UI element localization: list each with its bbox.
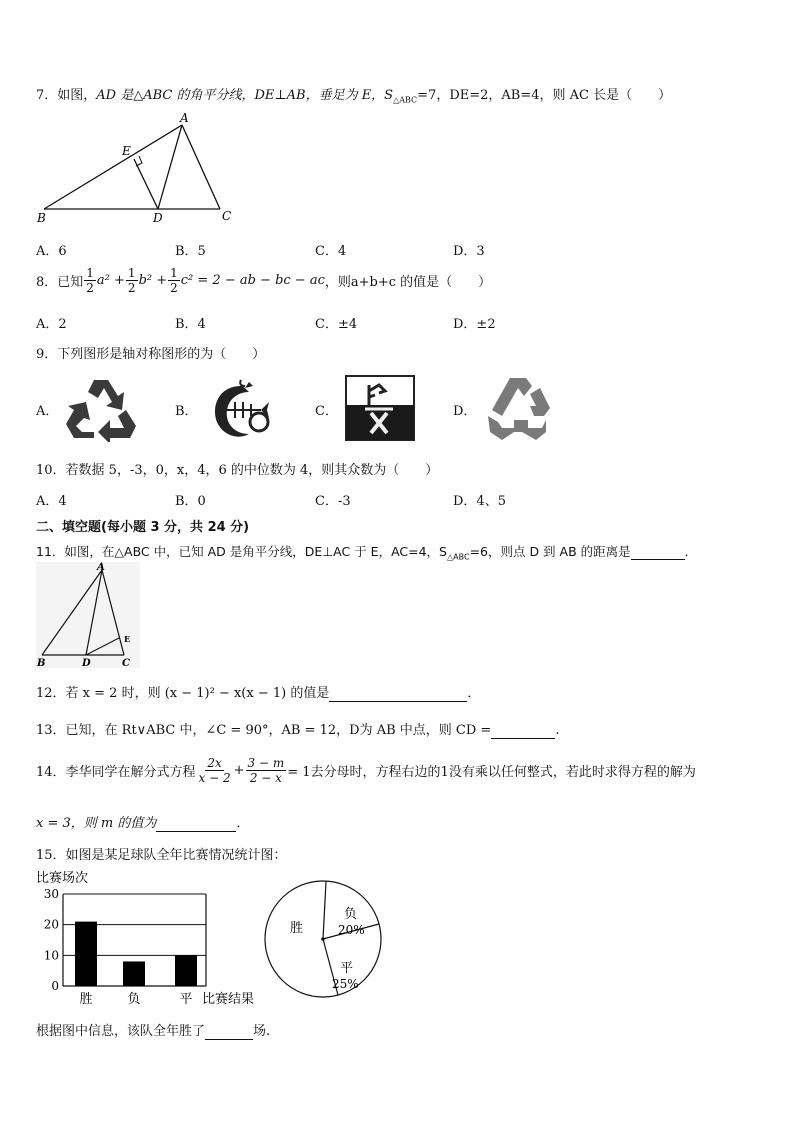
question-15: 15．如图是某足球队全年比赛情况统计图： <box>36 848 287 863</box>
q11-label-B: B <box>37 658 46 668</box>
q15-answer-blank[interactable] <box>205 1024 253 1040</box>
no-plant-sign-icon[interactable] <box>345 375 415 441</box>
q7-option-d[interactable]: D．3 <box>453 244 485 259</box>
q7-figure <box>36 110 246 225</box>
q14-f2-num: 3 − m <box>247 756 285 770</box>
bar-chart-ylabel: 比赛场次 <box>36 871 89 886</box>
pie-chart-pct-loss: 20% <box>338 923 365 937</box>
q10-option-a[interactable]: A．4 <box>36 494 67 509</box>
pie-chart <box>262 872 388 1006</box>
pie-chart-center-dot <box>321 937 325 941</box>
q9-option-b[interactable]: B． <box>175 404 198 419</box>
q8-half-1-den: 2 <box>86 281 94 295</box>
q7-option-a[interactable]: A．6 <box>36 244 67 259</box>
triangle-arrows-icon[interactable] <box>484 376 552 444</box>
question-8 <box>36 266 491 295</box>
q8-half-3 <box>168 266 180 295</box>
q14-answer-blank[interactable] <box>156 816 236 832</box>
q7-label-E: E <box>122 144 131 158</box>
question-9: 9．下列图形是轴对称图形的为（ ） <box>36 347 266 362</box>
q8-term-1: a² + <box>96 273 125 288</box>
q9-option-a[interactable]: A． <box>36 404 59 419</box>
q8-half-1-num: 1 <box>86 266 94 280</box>
q13-text: 13．已知，在 Rt∨ABC 中，∠C = 90°，AB = 12，D为 AB 中点，则 CD = <box>36 723 492 738</box>
question-10: 10．若数据 5，-3，0，x，4，6 的中位数为 4，则其众数为（ ） <box>36 463 439 478</box>
q8-term-2: b² + <box>138 273 168 288</box>
bar-chart-ytick-label: 0 <box>51 979 59 993</box>
q8-option-b[interactable]: B．4 <box>175 317 206 332</box>
q8-term-3: c² = 2 − ab − bc − ac <box>180 273 325 288</box>
q11-text2: =6，则点 D 到 AB 的距离是 <box>469 544 631 559</box>
q12-answer-blank[interactable] <box>329 686 467 702</box>
q8-option-a[interactable]: A．2 <box>36 317 67 332</box>
bar-chart <box>36 868 266 1008</box>
q7-option-b[interactable]: B．5 <box>175 244 206 259</box>
q8-option-c[interactable]: C．±4 <box>315 317 358 332</box>
q8-half-2-den: 2 <box>127 281 136 295</box>
q14-end: ． <box>236 816 250 831</box>
q14-fraction-1 <box>197 756 233 785</box>
q14-f2-den: 2 − x <box>249 771 282 785</box>
question-11 <box>36 542 697 562</box>
pie-chart-label-loss: 负 <box>344 907 358 922</box>
q8-option-d[interactable]: D．±2 <box>453 317 496 332</box>
q8-half-2 <box>126 266 138 295</box>
question-14 <box>36 756 696 785</box>
q15-footer-text: 根据图中信息，该队全年胜了 <box>36 1024 206 1039</box>
bar-chart-ytick-label: 30 <box>43 887 59 901</box>
q10-option-b[interactable]: B．0 <box>175 494 206 509</box>
pie-chart-pct-draw: 25% <box>332 977 359 991</box>
q10-option-d[interactable]: D．4、5 <box>453 494 506 509</box>
pie-chart-label-draw: 平 <box>340 961 354 976</box>
q8-prefix: 8．已知 <box>36 275 84 290</box>
question-14-line-2 <box>36 812 249 832</box>
q7-text2: =7，DE=2，AB=4，则 AC 长是（ ） <box>417 88 672 103</box>
q15-footer-end: 场. <box>253 1024 271 1039</box>
q14-prefix: 14．李华同学在解分式方程 <box>36 765 196 780</box>
q14-plus: + <box>233 763 245 778</box>
q7-text: AD 是△ABC 的角平分线，DE⊥AB，垂足为 E，S <box>96 88 394 103</box>
bar-chart-ytick-label: 10 <box>43 948 59 963</box>
q8-suffix: ，则a+b+c 的值是（ ） <box>324 275 492 290</box>
section-2-heading: 二、填空题(每小题 3 分，共 24 分) <box>36 520 250 535</box>
bar-chart-xlabel: 比赛结果 <box>202 992 255 1007</box>
q12-text: 12．若 x = 2 时，则 (x − 1)² − x(x − 1) 的值是 <box>36 686 330 701</box>
q8-half-3-num: 1 <box>170 266 178 280</box>
q9-option-c[interactable]: C． <box>315 404 338 419</box>
pie-chart-label-win: 胜 <box>290 921 304 936</box>
q14-rest: = 1去分母时，方程右边的1没有乘以任何整式，若此时求得方程的解为 <box>287 765 696 780</box>
q14-f1-den: x − 2 <box>198 771 231 785</box>
bar-chart-ytick-label: 20 <box>43 917 59 932</box>
q14-fraction-2 <box>246 756 287 785</box>
q13-end: . <box>555 723 560 738</box>
pie-chart-slice-edge <box>323 881 326 939</box>
q7-label-B: B <box>37 211 46 225</box>
q8-half-3-den: 2 <box>170 281 178 295</box>
q8-half-2-num: 1 <box>127 266 136 280</box>
question-7 <box>36 84 671 105</box>
q7-prefix: 7．如图， <box>36 88 97 103</box>
q10-option-c[interactable]: C．-3 <box>315 494 351 509</box>
q7-sub: △ABC <box>393 95 418 105</box>
fish-apple-icon[interactable] <box>205 376 277 442</box>
recycle-icon[interactable] <box>64 376 138 442</box>
q14-line2: x = 3，则 m 的值为 <box>36 816 157 831</box>
q7-option-c[interactable]: C．4 <box>315 244 347 259</box>
question-15-footer <box>36 1020 270 1040</box>
q11-label-C: C <box>122 658 130 668</box>
q13-answer-blank[interactable] <box>491 723 555 739</box>
bar-chart-bar <box>175 955 197 986</box>
bar-chart-bar <box>123 961 145 986</box>
q11-figure <box>36 562 140 668</box>
bar-chart-category-label: 胜 <box>79 992 93 1007</box>
q11-label-E: E <box>124 634 131 644</box>
q11-label-A: A <box>97 562 105 573</box>
bar-chart-bar <box>75 922 97 986</box>
q11-end: ． <box>684 544 698 559</box>
q7-label-A: A <box>180 111 189 125</box>
q8-half-1 <box>84 266 96 295</box>
q14-f1-num: 2x <box>207 756 222 770</box>
question-12 <box>36 682 480 702</box>
q11-answer-blank[interactable] <box>631 544 685 560</box>
question-13 <box>36 719 559 739</box>
bar-chart-category-label: 负 <box>127 992 141 1007</box>
q11-sub: △ABC <box>447 552 470 562</box>
q7-label-D: D <box>153 211 163 225</box>
q11-text: 11．如图，在△ABC 中，已知 AD 是角平分线，DE⊥AC 于 E，AC=4，S <box>36 544 447 559</box>
bar-chart-category-label: 平 <box>179 992 193 1007</box>
q9-option-d[interactable]: D． <box>453 404 477 419</box>
q7-label-C: C <box>222 209 232 223</box>
q11-label-D: D <box>82 658 91 668</box>
q12-end: ． <box>467 686 481 701</box>
